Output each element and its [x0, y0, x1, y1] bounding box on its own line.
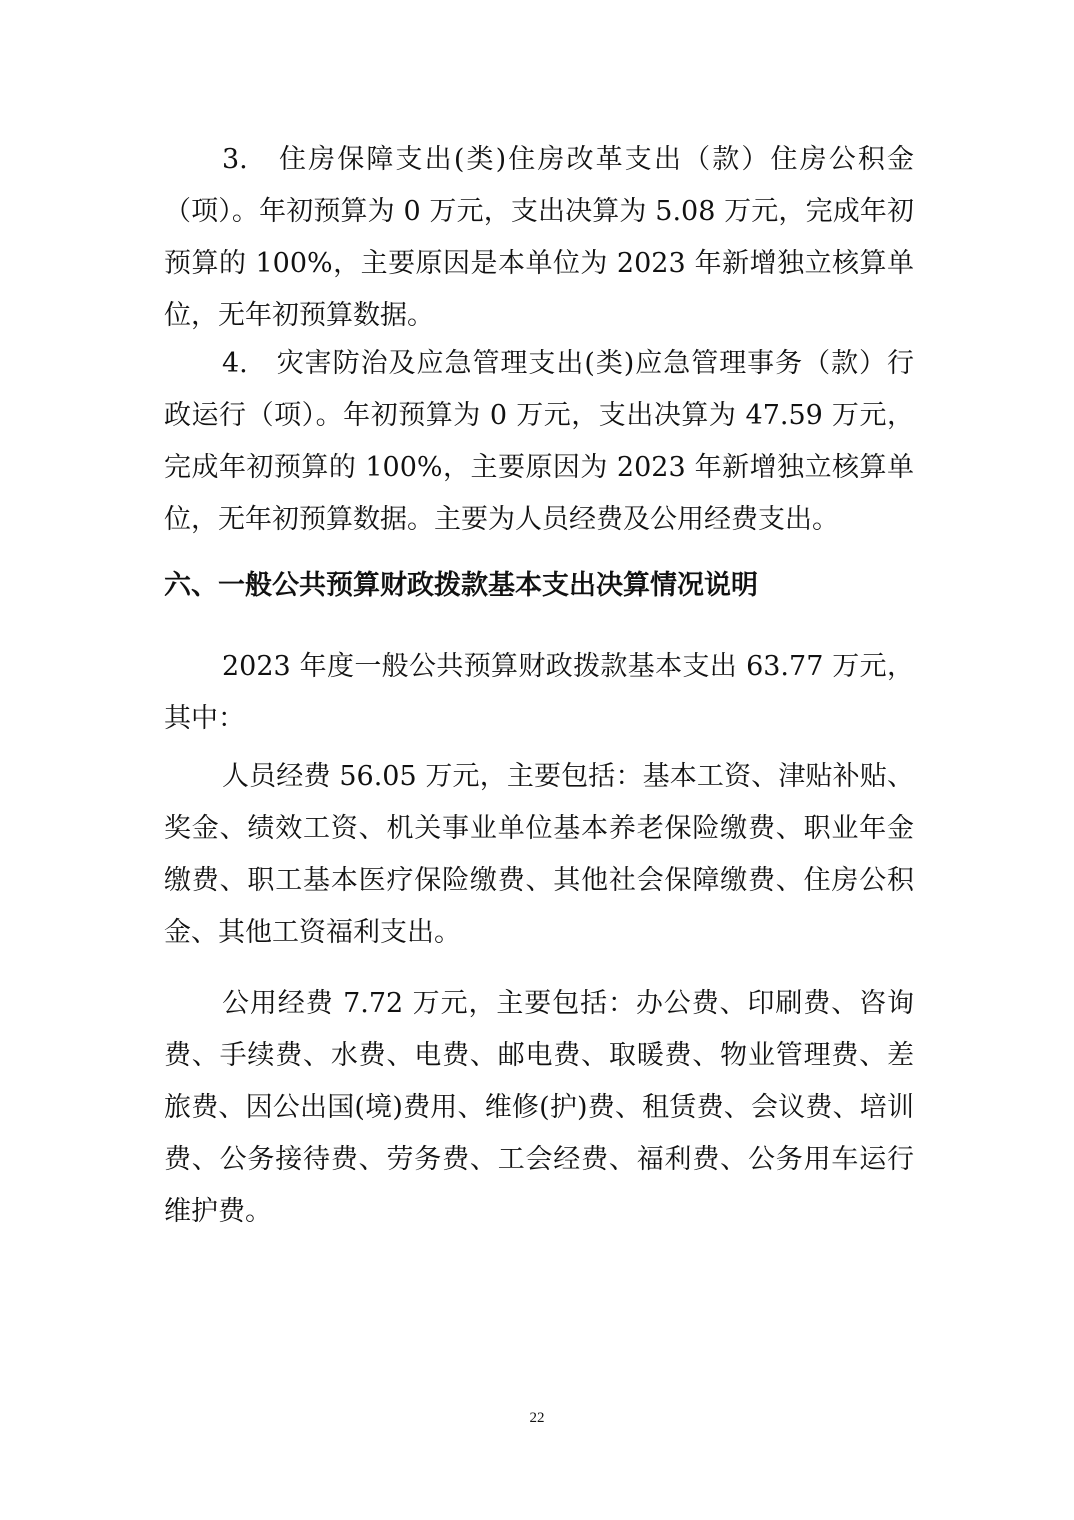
- paragraph-item-4: 4. 灾害防治及应急管理支出(类)应急管理事务（款）行政运行（项）。年初预算为 0 万元，支出决算为 47.59 万元，完成年初预算的 100%，主要原因为 2023 年新增独立核算单位，无年初预算数据。主要为人员经费及公用经费支出。: [164, 348, 914, 535]
- section-heading: 六、一般公共预算财政拨款基本支出决算情况说明: [164, 570, 758, 601]
- paragraph-summary: 2023 年度一般公共预算财政拨款基本支出 63.77 万元，其中：: [164, 651, 914, 734]
- paragraph-item-3: 3. 住房保障支出(类)住房改革支出（款）住房公积金（项）。年初预算为 0 万元，支出决算为 5.08 万元，完成年初预算的 100%，主要原因是本单位为 2023 年新增独立核算单位，无年初预算数据。: [164, 144, 914, 331]
- page-number: 22: [529, 1410, 545, 1426]
- paragraph-personnel-expenses: 人员经费 56.05 万元，主要包括：基本工资、津贴补贴、奖金、绩效工资、机关事业单位基本养老保险缴费、职业年金缴费、职工基本医疗保险缴费、其他社会保障缴费、住房公积金、其他工资福利支出。: [164, 761, 914, 948]
- paragraph-public-expenses: 公用经费 7.72 万元，主要包括：办公费、印刷费、咨询费、手续费、水费、电费、邮电费、取暖费、物业管理费、差旅费、因公出国(境)费用、维修(护)费、租赁费、会议费、培训费、公务接待费、劳务费、工会经费、福利费、公务用车运行维护费。: [164, 988, 914, 1227]
